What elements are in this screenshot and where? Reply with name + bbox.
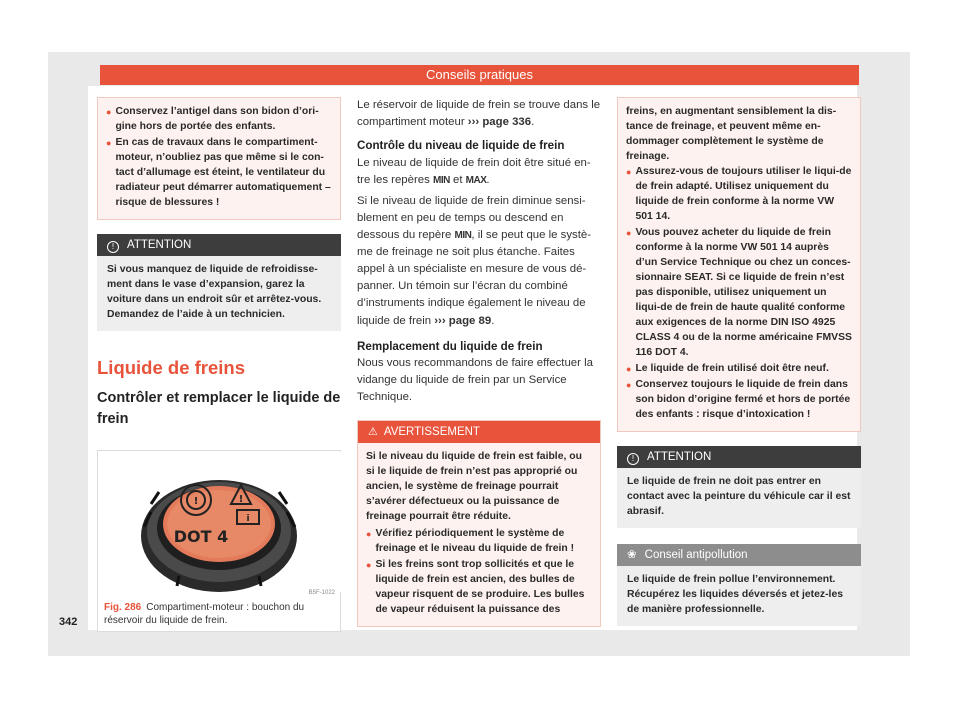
paragraph: Nous vous recommandons de faire effectuer la vidange du liquide de frein par un Service Technique. <box>357 357 593 404</box>
bullet-icon: ● <box>366 560 372 571</box>
svg-text:!: ! <box>193 495 199 507</box>
figure-code: B5F-1022 <box>308 589 335 596</box>
heading-replace: Remplacement du liquide de frein <box>357 339 543 353</box>
list-item: ● Vérifiez périodiquement le système de freinage et le niveau du liquide de frein ! <box>366 527 592 557</box>
eco-tip-box <box>617 544 861 626</box>
bullet-icon: ● <box>366 529 372 540</box>
attention-text: Le liquide de frein ne doit pas entrer en contact avec la peinture du véhicule car il est abrasif. <box>617 468 861 528</box>
page-number: 342 <box>59 616 78 628</box>
bullet-icon: ● <box>106 137 112 148</box>
svg-text:!: ! <box>238 493 244 505</box>
attention-header: ! ATTENTION <box>97 234 341 256</box>
column-right <box>617 97 861 626</box>
paragraph: Le niveau de liquide de frein doit être situé en-tre les repères MIN et MAX. <box>357 156 591 186</box>
bullet-icon: ● <box>626 363 632 374</box>
page-reference-link[interactable]: ››› page 336 <box>467 116 532 129</box>
warning-continuation-box: freins, en augmentant sensiblement la dis-tance de freinage, et peuvent même en-dommager complètement le système de freinage. ● Assurez-vous de toujours utiliser le liqui-de de frein adapté. Utilisez uniquement du liquide de frein conforme à la norme VW 501 14. ● Vous pouvez acheter du liquide de frein conforme à la norme VW 501 14 auprès d’un Service Technique ou chez un conces-sionnaire SEAT. Si ce liquide de frein n’est pas disponible, utilisez uniquement un liqui-de de frein de haute qualité conforme aux exigences de la norme DIN ISO 4925 CLASS 4 ou de la norme américaine FMVSS 116 DOT 4. ● Le liquide de frein utilisé doit être neuf. ● Conservez toujours le liquide de frein dans son bidon d’origine fermé et hors de portée des enfants : risque d’intoxication ! <box>617 97 861 432</box>
list-item: ● Le liquide de frein utilisé doit être neuf. <box>626 362 852 377</box>
bullet-icon: ● <box>626 379 632 390</box>
figure-number: Fig. 286 <box>104 601 142 613</box>
info-icon: ! <box>627 453 639 465</box>
list-item: ● Conservez toujours le liquide de frein dans son bidon d’origine fermé et hors de portée des enfants : risque d’intoxication ! <box>626 378 852 423</box>
page-header: Conseils pratiques <box>100 65 859 85</box>
bullet-icon: ● <box>626 166 632 177</box>
subsection-title: Contrôler et remplacer le liquide de frein <box>97 389 341 427</box>
paragraph: Le réservoir de liquide de frein se trouve dans le compartiment moteur ››› page 336. <box>357 99 601 129</box>
list-item: ● Conservez l’antigel dans son bidon d’ori-gine hors de portée des enfants. <box>106 105 332 135</box>
warning-continuation-box <box>97 97 341 220</box>
attention-text: Si vous manquez de liquide de refroidisse-ment dans le vase d’expansion, garez la voiture dans un endroit sûr et arrêtez-vous. Demandez de l’aide à un technicien. <box>97 256 341 331</box>
warning-body: Si le niveau du liquide de frein est faible, ou si le liquide de frein n’est pas approprié ou ancien, le système de freinage pourrait s’avérer défectueux ou la puissance de freinage pourrait être réduite. ● Vérifiez périodiquement le système de freinage et le niveau du liquide de frein ! ● Si les freins sont trop sollicités et que le liquide de frein est ancien, des bulles de vapeur risquent de se produire. Les bulles de vapeur réduisent la puissance des <box>358 443 600 626</box>
attention-box <box>617 446 861 528</box>
svg-text:i: i <box>246 513 250 524</box>
environment-icon: ❀ <box>627 548 637 561</box>
section-title: Liquide de freins <box>97 356 246 378</box>
list-item: ● En cas de travaux dans le compartiment-moteur, n’oubliez pas que même si le con-tact d’allumage est éteint, le ventilateur du radiateur peut démarrer automatiquement – risque de blessures ! <box>106 136 332 211</box>
page-reference-link[interactable]: ››› page 89 <box>434 314 492 327</box>
bullet-icon: ● <box>106 107 112 117</box>
list-item: ● Assurez-vous de toujours utiliser le liqui-de de frein adapté. Utilisez uniquement du liquide de frein conforme à la norme VW 501 14. <box>626 165 852 225</box>
warning-triangle-icon: ⚠ <box>368 426 378 439</box>
figure-caption: Fig. 286 Compartiment-moteur : bouchon du réservoir du liquide de frein. <box>104 601 305 627</box>
svg-text:DOT 4: DOT 4 <box>173 526 229 546</box>
attention-header: ! ATTENTION <box>617 446 861 468</box>
min-mark: MIN <box>432 174 450 186</box>
eco-tip-header: ❀ Conseil antipollution <box>617 544 861 566</box>
attention-box <box>97 234 341 331</box>
eco-tip-text: Le liquide de frein pollue l’environnement. Récupérez les liquides déversés et jetez-les de manière professionnelle. <box>617 566 861 626</box>
max-mark: MAX <box>465 174 487 186</box>
paragraph: Si le niveau de liquide de frein diminue sensi-blement en peu de temps ou descend en dessous du repère MIN, il se peut que le systè-me de freinage ne soit plus étanche. Faites appel à un spécialiste en mesure de vous dé-panner. Un témoin sur l’écran du combiné d’instruments indique également le niveau de liquide de frein ››› page 89. <box>357 194 592 327</box>
warning-box <box>357 420 601 627</box>
column-left <box>97 97 341 632</box>
list-item: ● Vous pouvez acheter du liquide de frein conforme à la norme VW 501 14 auprès d’un Service Technique ou chez un conces-sionnaire SEAT. Si ce liquide de frein n’est pas disponible, utilisez uniquement un liqui-de de frein de haute qualité conforme aux exigences de la norme DIN ISO 4925 CLASS 4 ou de la norme américaine FMVSS 116 DOT 4. <box>626 226 852 361</box>
column-middle <box>357 97 601 627</box>
heading-control: Contrôle du niveau de liquide de frein <box>357 139 565 153</box>
brake-fluid-cap-image <box>99 452 341 592</box>
figure-brake-fluid-cap <box>97 450 341 632</box>
bullet-icon: ● <box>626 227 632 238</box>
info-icon: ! <box>107 241 119 253</box>
min-mark: MIN <box>454 230 472 242</box>
warning-header: ⚠ AVERTISSEMENT <box>358 421 600 443</box>
list-item: ● Si les freins sont trop sollicités et que le liquide de frein est ancien, des bulles de vapeur risquent de se produire. Les bulles de vapeur réduisent la puissance des <box>366 558 592 618</box>
